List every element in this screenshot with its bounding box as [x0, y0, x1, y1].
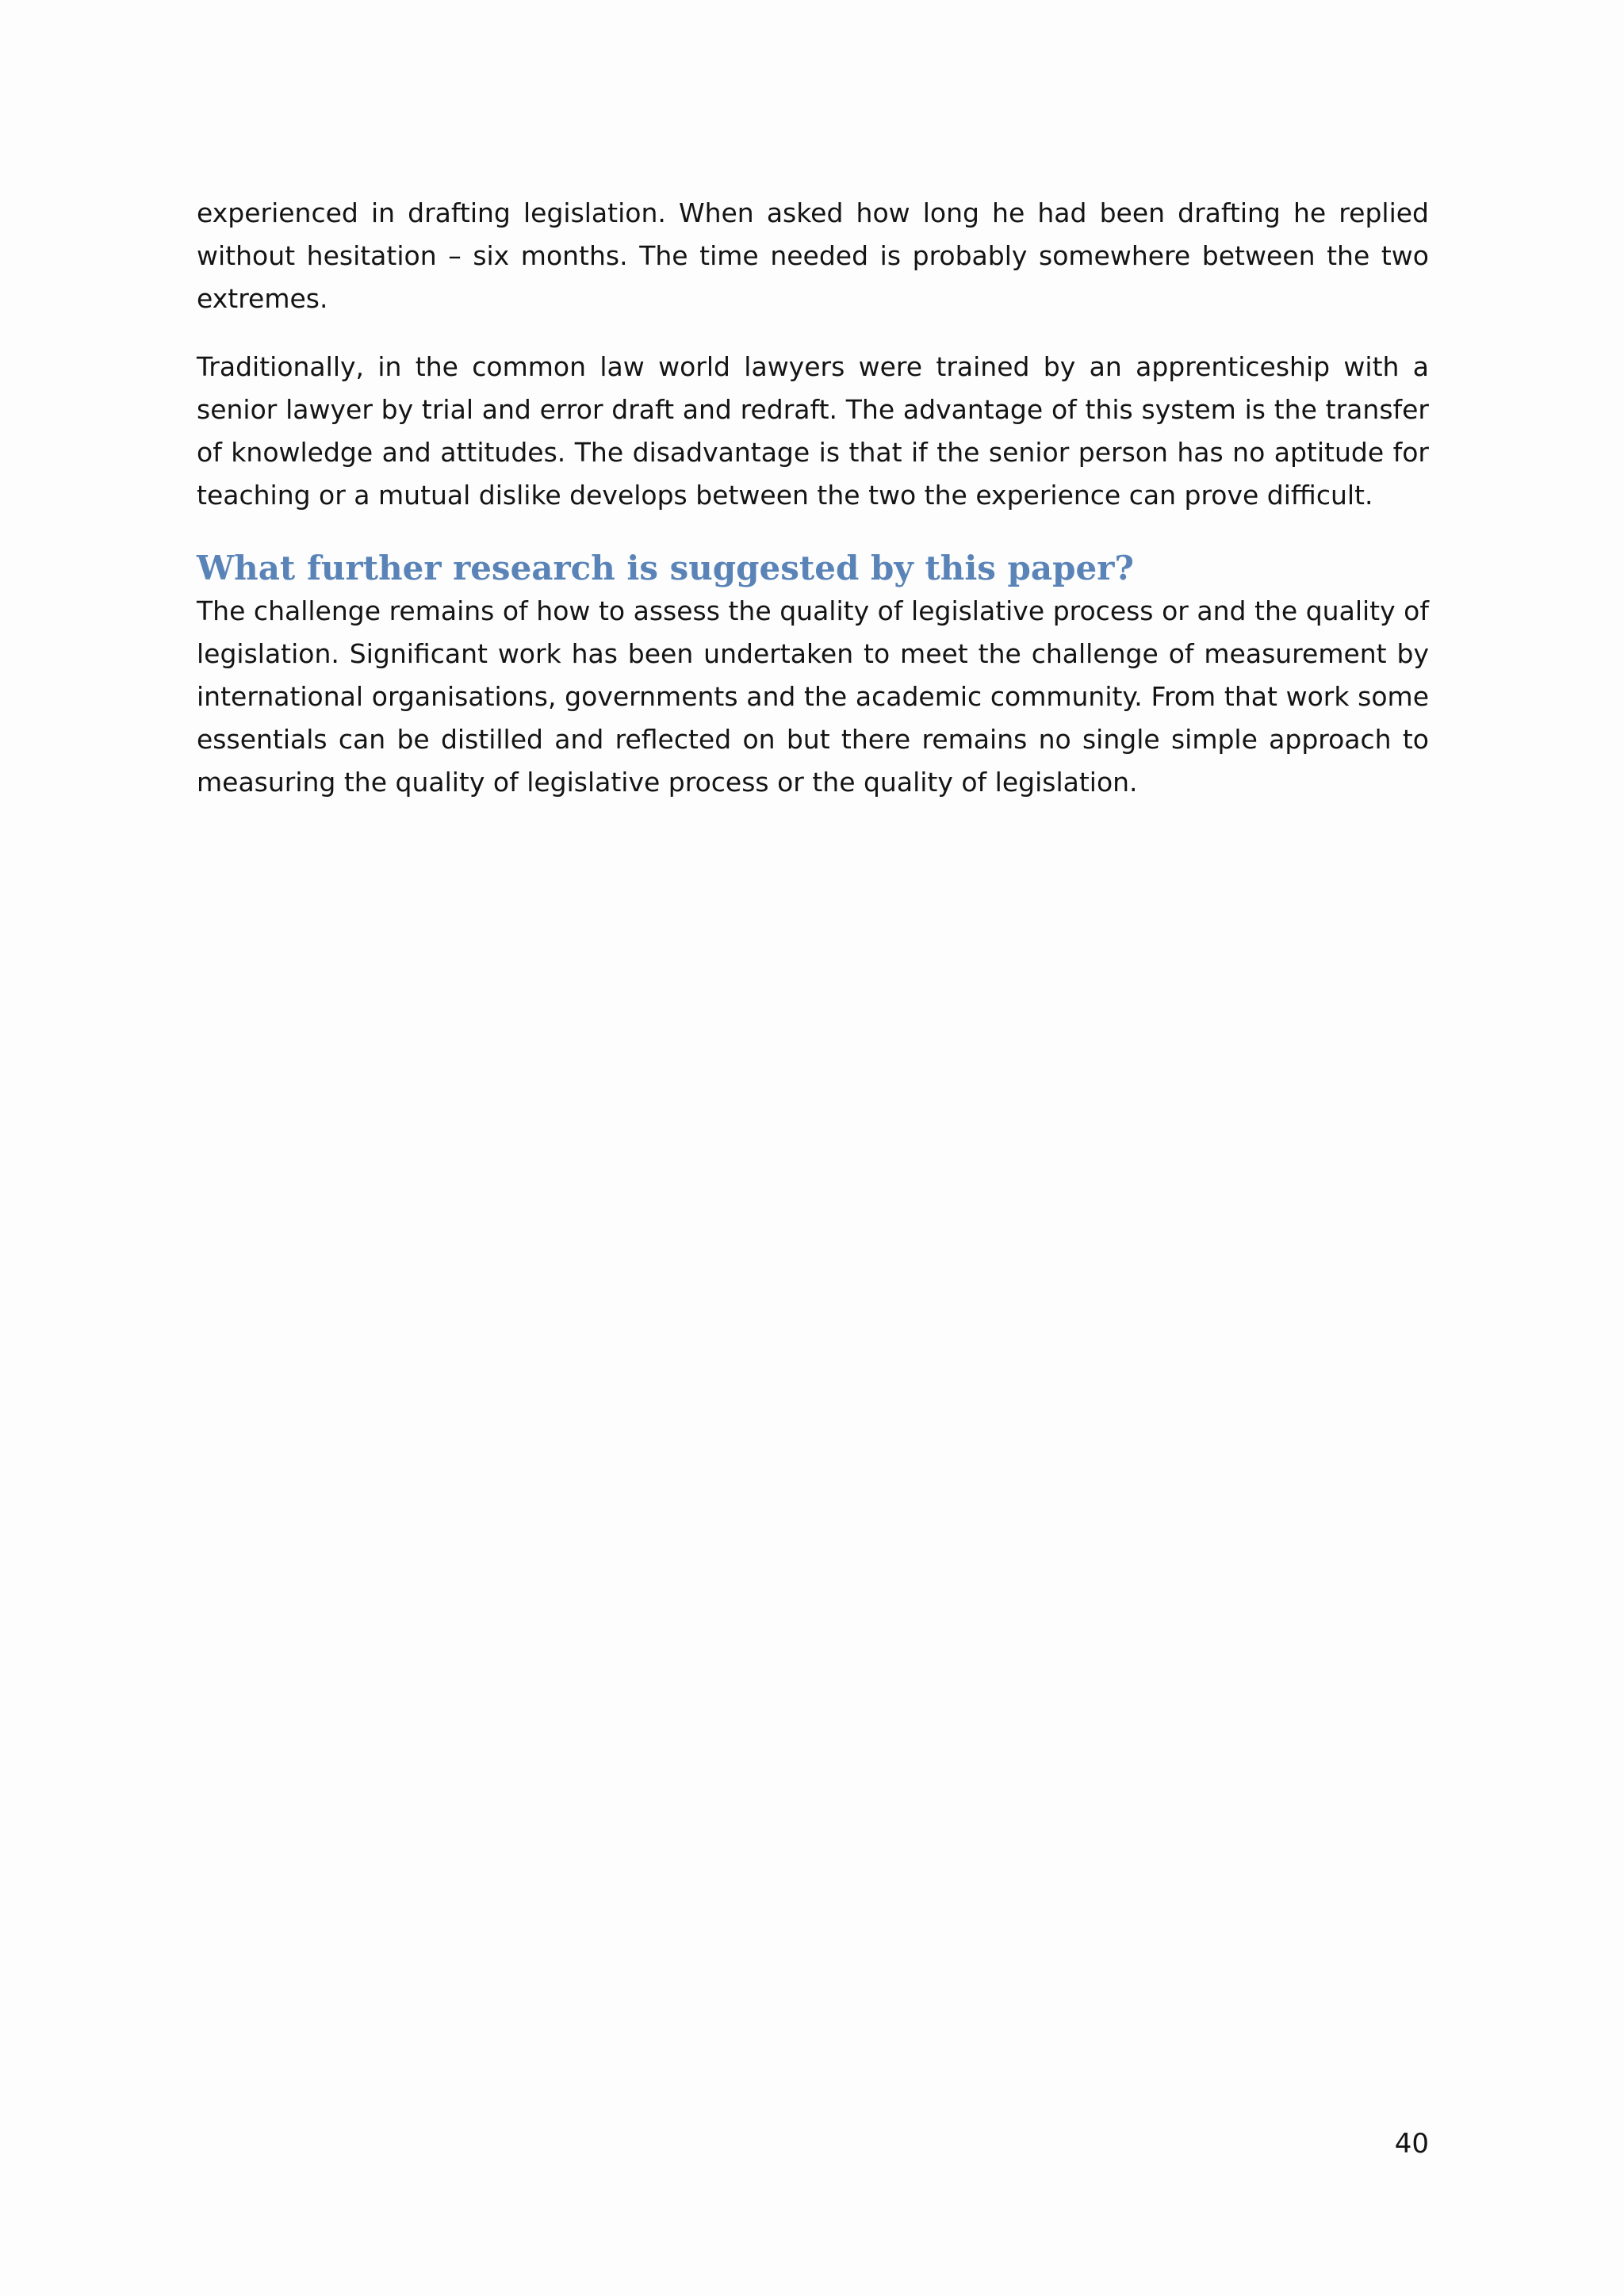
section-heading-further-research: What further research is suggested by this paper? — [197, 549, 1134, 587]
paragraph-drafting-experience: experienced in drafting legislation. When asked how long he had been drafting he replied without hesitation – six months. The time needed is probably somewhere between the two extremes. — [197, 197, 1429, 314]
paragraph-apprenticeship: Traditionally, in the common law world lawyers were trained by an apprenticeship with a senior lawyer by trial and error draft and redraft. The advantage of this system is the transfer of knowledge and attitudes. The disadvantage is that if the senior person has no aptitude for teaching or a mutual dislike develops between the two the experience can prove difficult. — [197, 351, 1429, 511]
page-content — [197, 192, 1429, 804]
paragraph-further-research: The challenge remains of how to assess the quality of legislative process or and the quality of legislation. Significant work has been undertaken to meet the challenge of measurement by international organisations, governments and the academic community. From that work some essentials can be distilled and reflected on but there remains no single simple approach to measuring the quality of legislative process or the quality of legislation. — [197, 595, 1429, 798]
page-number: 40 — [1394, 2128, 1429, 2160]
